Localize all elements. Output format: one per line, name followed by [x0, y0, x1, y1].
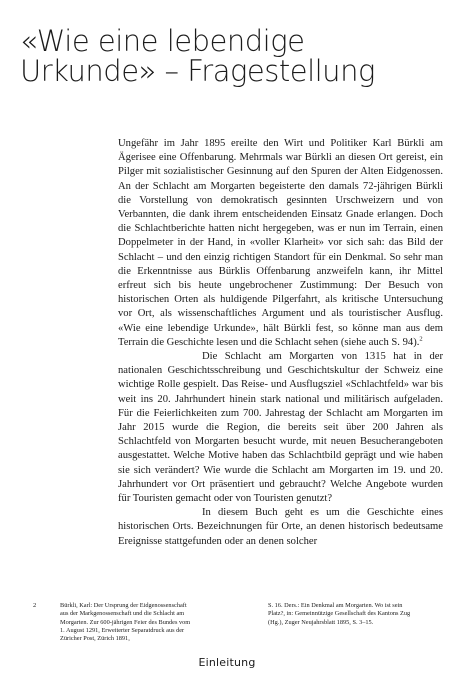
- footnote-number: 2: [33, 602, 37, 609]
- section-label: Einleitung: [198, 656, 256, 669]
- paragraph-1-text: Ungefähr im Jahr 1895 ereilte den Wirt und Politiker Karl Bürkli am Ägerisee eine Offenbarung. Mehrmals war Bürkli an diesen Ort gereist, ein Pilger mit sozialistischer Gesinnung auf den Spuren der Alten Eidgenossen. An der Schlacht am Morgarten begeisterte den damals 72-jährigen Bürkli die Vorstellung von demokratisch gesinnten Urschweizern und von Verbannten, die dank ihrem entscheidenden Einsatz Gnade erlangen. Doch die Schlachtberichte hatten nicht hergegeben, was er nun im Terrain, einen Doppelmeter in der Hand, in «voller Klarheit» vor sich sah: das Bild der Schlacht – und den einzig richtigen Standort für ein Denkmal. So sehr man die Erkenntnisse aus Bürklis Offenbarung anzweifeln kann, ihr Mittel erfreut sich bis heute ungebrochener Zustimmung: Der Besuch von historischen Orten als huldigende Pilgerfahrt, als kritische Untersuchung vor Ort, als wissenschaftliches Argument und als touristischer Ausflug. «Wie eine lebendige Urkunde», hält Bürkli fest, so könne man aus dem Terrain die Geschichte lesen und die Schlacht sehen (siehe auch S. 94).: [118, 138, 443, 348]
- chapter-title-line-2: Urkunde» – Fragestellung: [20, 54, 375, 88]
- chapter-title-line-1: «Wie eine lebendige: [20, 24, 305, 58]
- paragraph-3: In diesem Buch geht es um die Geschichte eines historischen Orts. Bezeichnungen für Orte, an denen historisch bedeutsame Ereignisse stattgefunden oder an denen solcher: [118, 507, 443, 547]
- paragraph-1: [118, 137, 443, 350]
- body-text: [118, 137, 443, 549]
- footnote-text-left: Bürkli, Karl: Der Ursprung der Eidgenossenschaft aus der Markgenossenschaft und die Schlacht am Morgarten. Zur 600-jährigen Feier des Bundes vom 1. August 1291, Erweiterter Separatdruck aus der Züricher Post, Zürich 1891,: [60, 602, 191, 643]
- paragraph-2: Die Schlacht am Morgarten von 1315 hat in der nationalen Geschichtsschreibung und Geschichtskultur der Schweiz eine wichtige Rolle gespielt. Das Reise- und Ausflugsziel «Schlachtfeld» war bis weit ins 20. Jahrhundert hinein stark national und militärisch aufgeladen. Für die Feierlichkeiten zum 700. Jahrestag der Schlacht am Morgarten im Jahr 2015 wurde die Region, die bereits seit über 200 Jahren als Schlachtfeld von Morgarten besucht wurde, mit neuen Besucherangeboten ausgestattet. Welche Motive haben das Schlachtbild geprägt und wie haben sie sich verändert? Wie wurde die Schlacht am Morgarten im 19. und 20. Jahrhundert vor Ort präsentiert und gebraucht? Welche Angebote wurden für Touristen gemacht oder von Touristen genutzt?: [118, 351, 443, 505]
- footnote-text-right: S. 16. Ders.: Ein Denkmal am Morgarten. Wo ist sein Platz?, in: Gemeinnützige Gesellschaft des Kantons Zug (Hg.), Zuger Neujahrsblatt 1895, S. 3–15.: [268, 602, 411, 626]
- footnote-reference: 2: [419, 335, 423, 343]
- chapter-title: [20, 26, 440, 86]
